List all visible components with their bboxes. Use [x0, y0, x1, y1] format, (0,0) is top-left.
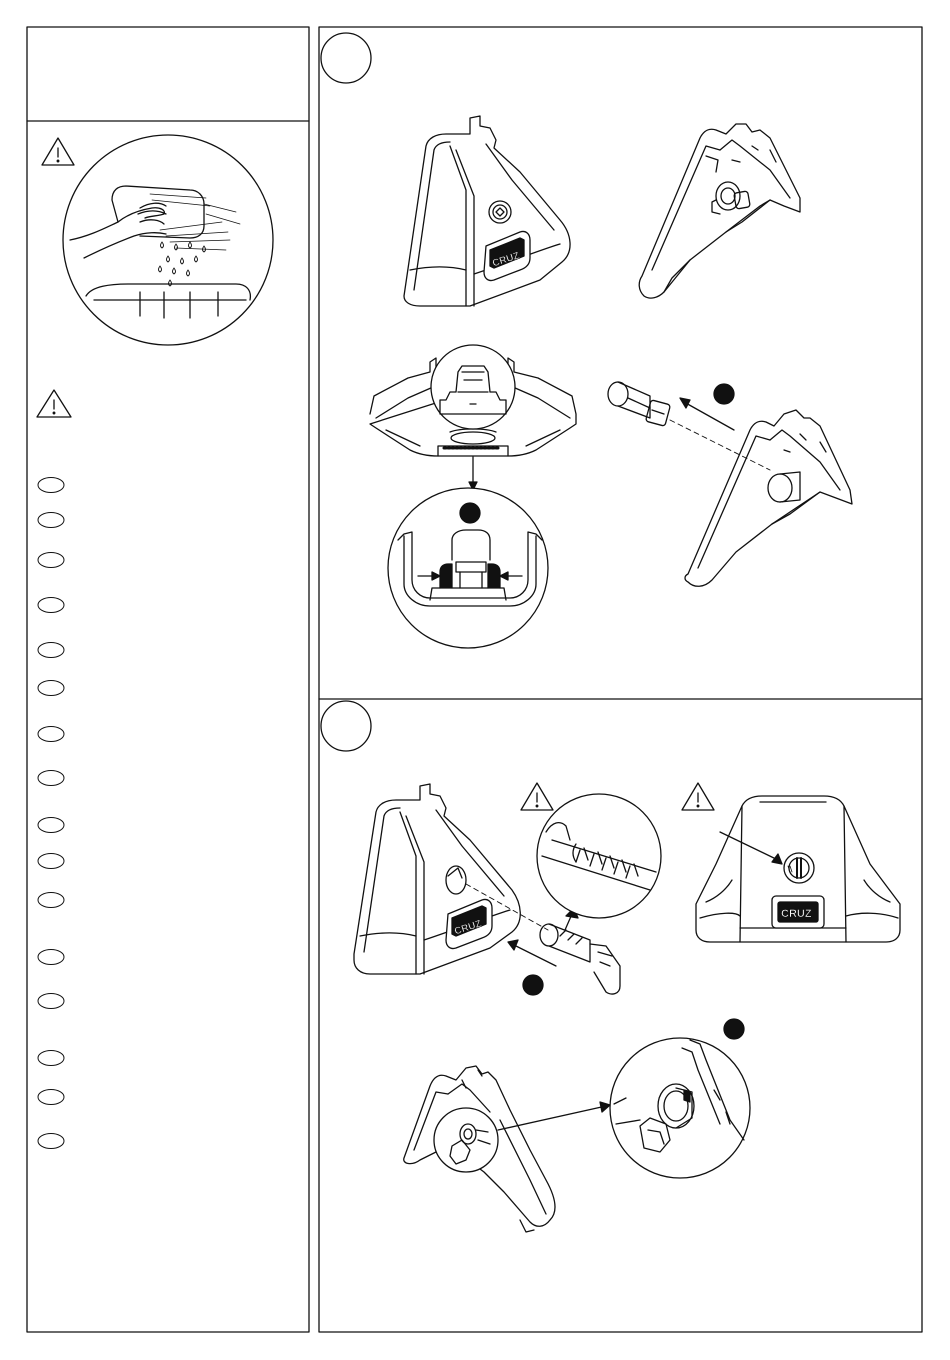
step-1-number-circle [321, 33, 371, 83]
language-marker [38, 681, 64, 696]
warning-icon [42, 138, 74, 165]
foot-side-lock-installed [404, 1066, 610, 1232]
language-marker [38, 553, 64, 568]
warning-icon [521, 783, 553, 810]
cruz-logo [484, 231, 530, 280]
cruz-logo-text: CRUZ [491, 250, 521, 270]
warning-icon [682, 783, 714, 810]
language-marker [38, 727, 64, 742]
cruz-logo [446, 899, 492, 948]
language-marker [38, 1134, 64, 1149]
language-marker [38, 643, 64, 658]
step-2-number-circle [321, 701, 371, 751]
cruz-logo-text: CRUZ [453, 918, 483, 938]
foot-front-lock-installed [696, 796, 900, 942]
foot-front-view [404, 116, 570, 306]
cruz-logo [772, 896, 824, 928]
sub-step-dot-icon [523, 975, 543, 995]
language-marker [38, 1090, 64, 1105]
language-marker [38, 598, 64, 613]
sub-step-dot-icon [714, 384, 734, 404]
language-marker [38, 513, 64, 528]
sub-step-dot-icon [724, 1019, 744, 1039]
lock-installed-detail [610, 1019, 750, 1178]
cleaning-illustration [63, 135, 273, 345]
language-marker [38, 1051, 64, 1066]
warning-icon-2 [37, 390, 71, 417]
language-marker-list [38, 478, 64, 1149]
foot-side-view [639, 124, 800, 298]
language-marker [38, 994, 64, 1009]
lock-cylinder-detail [537, 794, 661, 918]
language-marker [38, 478, 64, 493]
language-marker [38, 893, 64, 908]
language-marker [38, 818, 64, 833]
sub-step-dot-icon [460, 503, 480, 523]
language-marker [38, 950, 64, 965]
foot-underside-detail [370, 345, 576, 648]
cruz-logo-text: CRUZ [781, 908, 812, 920]
language-marker [38, 854, 64, 869]
lock-insert-removal [608, 382, 852, 586]
language-marker [38, 771, 64, 786]
left-column-frame [27, 27, 309, 1332]
